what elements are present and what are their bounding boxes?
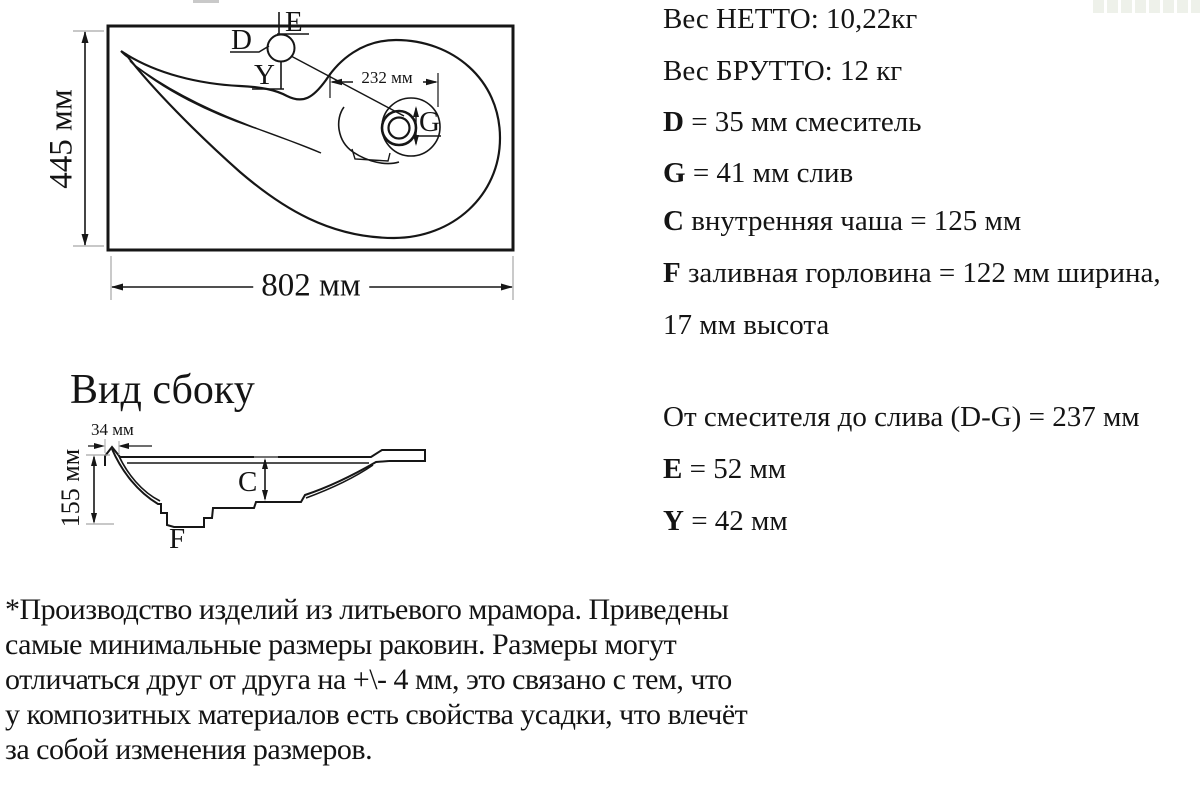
spec-d-mixer: D = 35 мм смеситель bbox=[663, 106, 922, 138]
side-view-spout-width-dim: 34 мм bbox=[91, 420, 134, 439]
dim802-arrow-left bbox=[111, 284, 123, 291]
spec-c-bowl: C внутренняя чаша = 125 мм bbox=[663, 205, 1022, 237]
side-view-height-dim: 155 мм bbox=[56, 448, 85, 528]
drain-ring-inner bbox=[389, 118, 410, 139]
sink-bounding-box bbox=[108, 26, 513, 250]
drain-ring-outer bbox=[382, 111, 416, 145]
label-c: C bbox=[238, 466, 258, 498]
footnote-line: самые минимальные размеры раковин. Размеры могут bbox=[5, 628, 677, 661]
profile-inner-wall-left bbox=[118, 454, 160, 501]
rim-crescent bbox=[130, 61, 321, 153]
dimC-arrow-down bbox=[262, 490, 268, 501]
top-view-height-dim: 445 мм bbox=[43, 89, 80, 189]
side-view-title: Вид сбоку bbox=[70, 367, 255, 413]
spec-gross-weight: Вес БРУТТО: 12 кг bbox=[663, 55, 903, 87]
footnote-line: у композитных материалов есть свойства усадки, что влечёт bbox=[5, 698, 748, 731]
footnote-line: *Производство изделий из литьевого мрамора. Приведены bbox=[5, 593, 729, 626]
top-view-width-dim: 802 мм bbox=[253, 268, 369, 305]
dim445-arrow-up bbox=[82, 31, 89, 43]
label-d: D bbox=[231, 24, 252, 56]
footnote-line: за собой изменения размеров. bbox=[5, 733, 373, 766]
dim445-arrow-down bbox=[82, 234, 89, 246]
label-y: Y bbox=[254, 59, 275, 91]
sink-outline bbox=[121, 40, 500, 238]
dim155-arrow-down bbox=[91, 513, 97, 524]
label-g: G bbox=[419, 106, 440, 138]
dim802-arrow-right bbox=[501, 284, 513, 291]
spec-f-neck-height: 17 мм высота bbox=[663, 309, 830, 341]
dim34-arrow-right bbox=[94, 443, 105, 449]
drain-offset-dim: 232 мм bbox=[361, 68, 413, 87]
dim34-arrow-left bbox=[118, 443, 129, 449]
dim155-ticks bbox=[86, 455, 114, 524]
spec-g-drain: G = 41 мм слив bbox=[663, 157, 854, 189]
label-e: E bbox=[285, 6, 303, 38]
spec-net-weight: Вес НЕТТО: 10,22кг bbox=[663, 3, 918, 35]
label-f: F bbox=[169, 523, 186, 555]
dim155-arrow-up bbox=[91, 455, 97, 466]
dim232-arrow-right bbox=[426, 79, 438, 85]
spec-mixer-to-drain: От смесителя до слива (D-G) = 237 мм bbox=[663, 401, 1140, 433]
spec-e: E = 52 мм bbox=[663, 453, 787, 485]
spec-f-neck: F заливная горловина = 122 мм ширина, bbox=[663, 257, 1161, 289]
footnote-line: отличаться друг от друга на +\- 4 мм, это связано с тем, что bbox=[5, 663, 732, 696]
spec-y: Y = 42 мм bbox=[663, 505, 788, 537]
